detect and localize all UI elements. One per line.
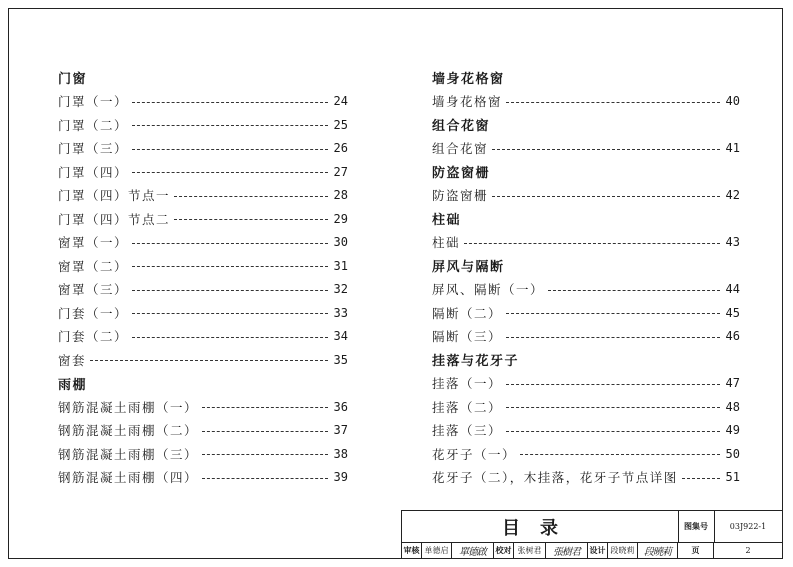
toc-section-heading <box>432 207 740 231</box>
section-heading-text: 雨棚 <box>58 377 88 393</box>
dotted-leader <box>174 196 328 197</box>
toc-entry[interactable] <box>432 325 740 349</box>
dotted-leader <box>202 407 328 408</box>
toc-entry-label: 花牙子（一） <box>432 446 517 462</box>
toc-entry[interactable] <box>58 90 348 114</box>
toc-entry-label: 钢筋混凝土雨棚（一） <box>58 399 199 415</box>
toc-entry-page-number: 51 <box>725 470 740 485</box>
reviewer-signature: 單德啟 <box>452 542 494 558</box>
toc-entry-label: 窗罩（一） <box>58 235 129 251</box>
toc-entry-label: 钢筋混凝土雨棚（二） <box>58 423 199 439</box>
toc-column-right <box>432 66 740 489</box>
section-heading-text: 屏风与隔断 <box>432 260 505 276</box>
toc-entry-page-number: 36 <box>333 399 348 414</box>
designer-name: 段晓莉 <box>608 542 638 558</box>
toc-entry-label: 挂落（二） <box>432 399 503 415</box>
toc-entry-label: 防盗窗栅 <box>432 188 489 204</box>
toc-section-heading <box>432 160 740 184</box>
toc-entry-page-number: 27 <box>333 164 348 179</box>
toc-entry-label: 花牙子（二），木挂落，花牙子节点详图 <box>432 470 678 486</box>
toc-entry[interactable] <box>58 184 348 208</box>
title-block-top-row <box>402 511 782 543</box>
dotted-leader <box>506 384 720 385</box>
page-label: 页 <box>678 542 714 558</box>
section-heading-text: 挂落与花牙子 <box>432 354 520 370</box>
toc-section-heading <box>432 66 740 90</box>
check-label: 校对 <box>494 542 514 558</box>
toc-section-heading <box>432 254 740 278</box>
toc-entry-page-number: 26 <box>333 141 348 156</box>
dotted-leader <box>132 102 328 103</box>
checker-signature: 張樹君 <box>546 542 588 558</box>
dotted-leader <box>202 454 328 455</box>
toc-entry-page-number: 42 <box>725 188 740 203</box>
toc-entry[interactable] <box>432 466 740 490</box>
toc-entry[interactable] <box>58 419 348 443</box>
section-heading-text: 墙身花格窗 <box>432 72 505 88</box>
toc-entry-page-number: 47 <box>725 376 740 391</box>
dotted-leader <box>132 266 328 267</box>
dotted-leader <box>132 172 328 173</box>
toc-entry[interactable] <box>58 395 348 419</box>
dotted-leader <box>682 478 720 479</box>
section-heading-text: 门窗 <box>58 72 88 88</box>
dotted-leader <box>520 454 720 455</box>
toc-entry[interactable] <box>432 90 740 114</box>
toc-entry-label: 墙身花格窗 <box>432 94 503 110</box>
toc-entry-page-number: 38 <box>333 446 348 461</box>
toc-entry-label: 窗罩（三） <box>58 282 129 298</box>
dotted-leader <box>174 219 328 220</box>
toc-entry[interactable] <box>58 348 348 372</box>
toc-entry-page-number: 33 <box>333 305 348 320</box>
dotted-leader <box>90 360 328 361</box>
toc-column-left <box>58 66 348 489</box>
toc-entry[interactable] <box>432 137 740 161</box>
dotted-leader <box>202 478 328 479</box>
dotted-leader <box>132 149 328 150</box>
toc-entry-label: 门罩（四） <box>58 164 129 180</box>
toc-entry-page-number: 44 <box>725 282 740 297</box>
toc-entry-label: 门罩（一） <box>58 94 129 110</box>
toc-entry-page-number: 30 <box>333 235 348 250</box>
toc-entry[interactable] <box>58 442 348 466</box>
toc-entry-page-number: 25 <box>333 117 348 132</box>
toc-entry[interactable] <box>432 442 740 466</box>
section-heading-text: 防盗窗栅 <box>432 166 491 182</box>
toc-entry[interactable] <box>432 419 740 443</box>
toc-entry-label: 门套（一） <box>58 305 129 321</box>
toc-entry-page-number: 28 <box>333 188 348 203</box>
toc-entry[interactable] <box>58 207 348 231</box>
reviewer-name: 单德启 <box>422 542 452 558</box>
toc-entry[interactable] <box>58 160 348 184</box>
toc-entry-page-number: 48 <box>725 399 740 414</box>
title-block <box>401 510 783 559</box>
toc-entry[interactable] <box>432 231 740 255</box>
toc-entry-label: 柱础 <box>432 235 461 251</box>
toc-entry[interactable] <box>432 278 740 302</box>
dotted-leader <box>132 125 328 126</box>
dotted-leader <box>202 431 328 432</box>
toc-entry-page-number: 50 <box>725 446 740 461</box>
toc-entry-page-number: 32 <box>333 282 348 297</box>
section-heading-text: 柱础 <box>432 213 462 229</box>
toc-entry-label: 门罩（四）节点二 <box>58 211 171 227</box>
toc-entry[interactable] <box>58 137 348 161</box>
section-heading-text: 组合花窗 <box>432 119 491 135</box>
dotted-leader <box>506 431 720 432</box>
toc-entry[interactable] <box>58 325 348 349</box>
toc-entry-label: 门罩（四）节点一 <box>58 188 171 204</box>
toc-entry-page-number: 40 <box>725 94 740 109</box>
dotted-leader <box>132 243 328 244</box>
toc-section-heading <box>432 113 740 137</box>
toc-entry-page-number: 35 <box>333 352 348 367</box>
toc-entry[interactable] <box>58 278 348 302</box>
toc-entry-label: 窗套 <box>58 352 87 368</box>
toc-entry-page-number: 29 <box>333 211 348 226</box>
toc-entry-label: 钢筋混凝土雨棚（三） <box>58 446 199 462</box>
checker-name: 张树君 <box>514 542 546 558</box>
toc-entry-label: 隔断（二） <box>432 305 503 321</box>
toc-entry[interactable] <box>432 301 740 325</box>
toc-entry-page-number: 24 <box>333 94 348 109</box>
dotted-leader <box>506 102 720 103</box>
atlas-number-label: 图集号 <box>678 511 715 542</box>
atlas-number: 03J922-1 <box>729 522 767 531</box>
toc-entry-label: 屏风、隔断（一） <box>432 282 545 298</box>
review-label: 审核 <box>402 542 422 558</box>
toc-entry[interactable] <box>432 395 740 419</box>
toc-entry-page-number: 43 <box>725 235 740 250</box>
drawing-title: 目录 <box>402 511 679 542</box>
toc-entry-page-number: 31 <box>333 258 348 273</box>
dotted-leader <box>492 149 720 150</box>
toc-entry-label: 组合花窗 <box>432 141 489 157</box>
designer-signature: 段曉莉 <box>638 542 678 558</box>
dotted-leader <box>506 407 720 408</box>
toc-section-heading <box>58 66 348 90</box>
toc-section-heading <box>432 348 740 372</box>
dotted-leader <box>548 290 720 291</box>
toc-entry-page-number: 34 <box>333 329 348 344</box>
toc-entry-page-number: 37 <box>333 423 348 438</box>
dotted-leader <box>132 313 328 314</box>
design-label: 设计 <box>588 542 608 558</box>
toc-entry-page-number: 49 <box>725 423 740 438</box>
page-number: 2 <box>745 545 751 555</box>
toc-entry[interactable] <box>432 184 740 208</box>
toc-entry[interactable] <box>58 301 348 325</box>
toc-entry-page-number: 46 <box>725 329 740 344</box>
toc-entry-label: 门套（二） <box>58 329 129 345</box>
dotted-leader <box>506 337 720 338</box>
toc-entry[interactable] <box>58 254 348 278</box>
toc-entry-page-number: 39 <box>333 470 348 485</box>
toc-entry-label: 门罩（二） <box>58 117 129 133</box>
toc-entry-label: 挂落（三） <box>432 423 503 439</box>
toc-entry-page-number: 45 <box>725 305 740 320</box>
title-block-bottom-row <box>402 542 782 558</box>
toc-entry-page-number: 41 <box>725 141 740 156</box>
dotted-leader <box>132 337 328 338</box>
dotted-leader <box>132 290 328 291</box>
toc-entry-label: 钢筋混凝土雨棚（四） <box>58 470 199 486</box>
toc-entry-label: 门罩（三） <box>58 141 129 157</box>
toc-section-heading <box>58 372 348 396</box>
toc-entry[interactable] <box>58 113 348 137</box>
dotted-leader <box>492 196 720 197</box>
toc-entry-label: 隔断（三） <box>432 329 503 345</box>
toc-entry[interactable] <box>58 231 348 255</box>
dotted-leader <box>506 313 720 314</box>
toc-entry[interactable] <box>432 372 740 396</box>
dotted-leader <box>464 243 720 244</box>
toc-entry-label: 挂落（一） <box>432 376 503 392</box>
toc-entry-label: 窗罩（二） <box>58 258 129 274</box>
toc-entry[interactable] <box>58 466 348 490</box>
